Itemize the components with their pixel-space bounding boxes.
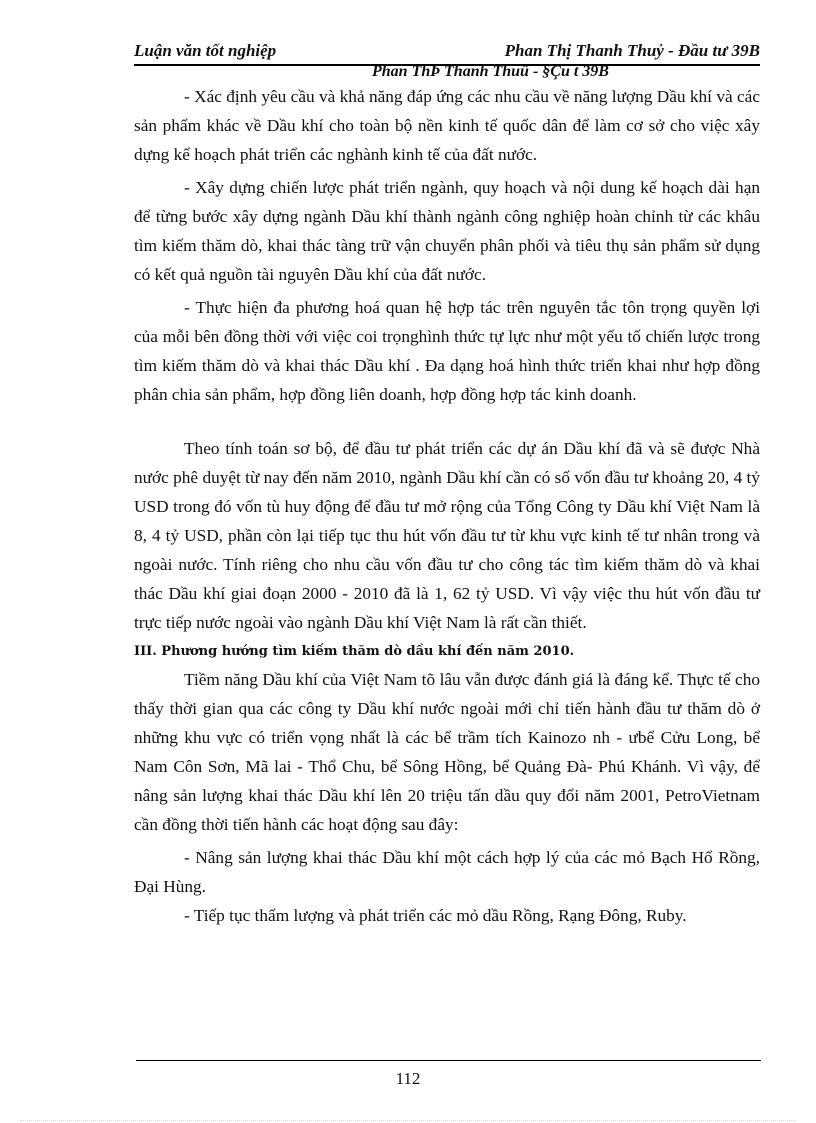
section-heading: III. Phương hướng tìm kiếm thăm dò dầu khí đến năm 2010. <box>134 644 575 659</box>
paragraph-potential: Tiềm năng Dầu khí của Việt Nam tõ lâu vẫn được đánh giá là đáng kể. Thực tế cho thấy thời gian qua các công ty Dầu khí nước ngoài mới chỉ tiến hành đầu tư thăm dò ở những khu vực có triển vọng nhất là các bể trầm tích Kainozo nh - ưbể Cửu Long, bể Nam Côn Sơn, Mã lai - Thổ Chu, bể Sông Hồng, bể Quảng Đà- Phú Khánh. Vì vậy, để nâng sản lượng khai thác Dầu khí lên 20 triệu tấn dầu quy đổi năm 2001, PetroVietnam cần đồng thời tiến hành các hoạt động sau đây: <box>134 670 760 834</box>
paragraph-goal-energy: - Xác định yêu cầu và khả năng đáp ứng các nhu cầu về năng lượng Dầu khí và các sản phẩm khác về Dầu khí cho toàn bộ nền kinh tế quốc dân để làm cơ sở cho việc xây dựng kế hoạch phát triển các nghành kinh tế của đất nước. <box>134 87 760 164</box>
paragraph-bullet-production: - Nâng sản lượng khai thác Dầu khí một cách hợp lý của các mỏ Bạch Hổ Rồng, Đại Hùng. <box>134 848 760 896</box>
header-author-garbled: Phan ThÞ Thanh Thuû - §Çu t 39B <box>372 63 609 80</box>
paragraph-cooperation: - Thực hiện đa phương hoá quan hệ hợp tác trên nguyên tắc tôn trọng quyền lợi của mỗi bên đồng thời với việc coi trọnghình thức tự lực như một yếu tố chiến lược trong tìm kiếm thăm dò và khai thác Dầu khí . Đa dạng hoá hình thức triển khai như hợp đồng phân chia sản phẩm, hợp đồng liên doanh, hợp đồng hợp tác kinh doanh. <box>134 298 760 404</box>
header-author: Phan Thị Thanh Thuỷ - Đầu tư 39B <box>504 41 760 60</box>
page-body <box>134 82 760 930</box>
paragraph-investment-estimate: Theo tính toán sơ bộ, để đầu tư phát triển các dự án Dầu khí đã và sẽ được Nhà nước phê duyệt từ nay đến năm 2010, ngành Dầu khí cần có số vốn đầu tư khoảng 20, 4 tỷ USD trong đó vốn tù huy động để đầu tư mở rộng của Tổng Công ty Dầu khí Việt Nam là 8, 4 tỷ USD, phần còn lại tiếp tục thu hút vốn đầu tư từ khu vực kinh tế tư nhân trong và ngoài nước. Tính riêng cho nhu cầu vốn đầu tư cho công tác tìm kiếm thăm dò và khai thác Dầu khí giai đoạn 2000 - 2010 đã là 1, 62 tỷ USD. Vì vậy việc thu hút vốn đầu tư trực tiếp nước ngoài vào ngành Dầu khí Việt Nam là rất cần thiết. <box>134 439 760 632</box>
paragraph-bullet-appraisal: - Tiếp tục thẩm lượng và phát triển các mỏ dầu Rồng, Rạng Đông, Ruby. <box>184 906 687 925</box>
paragraph-strategy: - Xây dựng chiến lược phát triển ngành, quy hoạch và nội dung kế hoạch dài hạn để từng bước xây dựng ngành Dầu khí thành ngành công nghiệp hoàn chỉnh từ các khâu tìm kiếm thăm dò, khai thác tàng trữ vận chuyển phân phối và tiêu thụ sản phẩm sử dụng có kết quả nguồn tài nguyên Dầu khí của đất nước. <box>134 178 760 284</box>
page-edge-divider <box>20 1120 796 1121</box>
footer-rule <box>136 1060 761 1061</box>
page-number: 112 <box>395 1069 421 1088</box>
header-thesis-title: Luận văn tốt nghiệp <box>134 41 277 60</box>
